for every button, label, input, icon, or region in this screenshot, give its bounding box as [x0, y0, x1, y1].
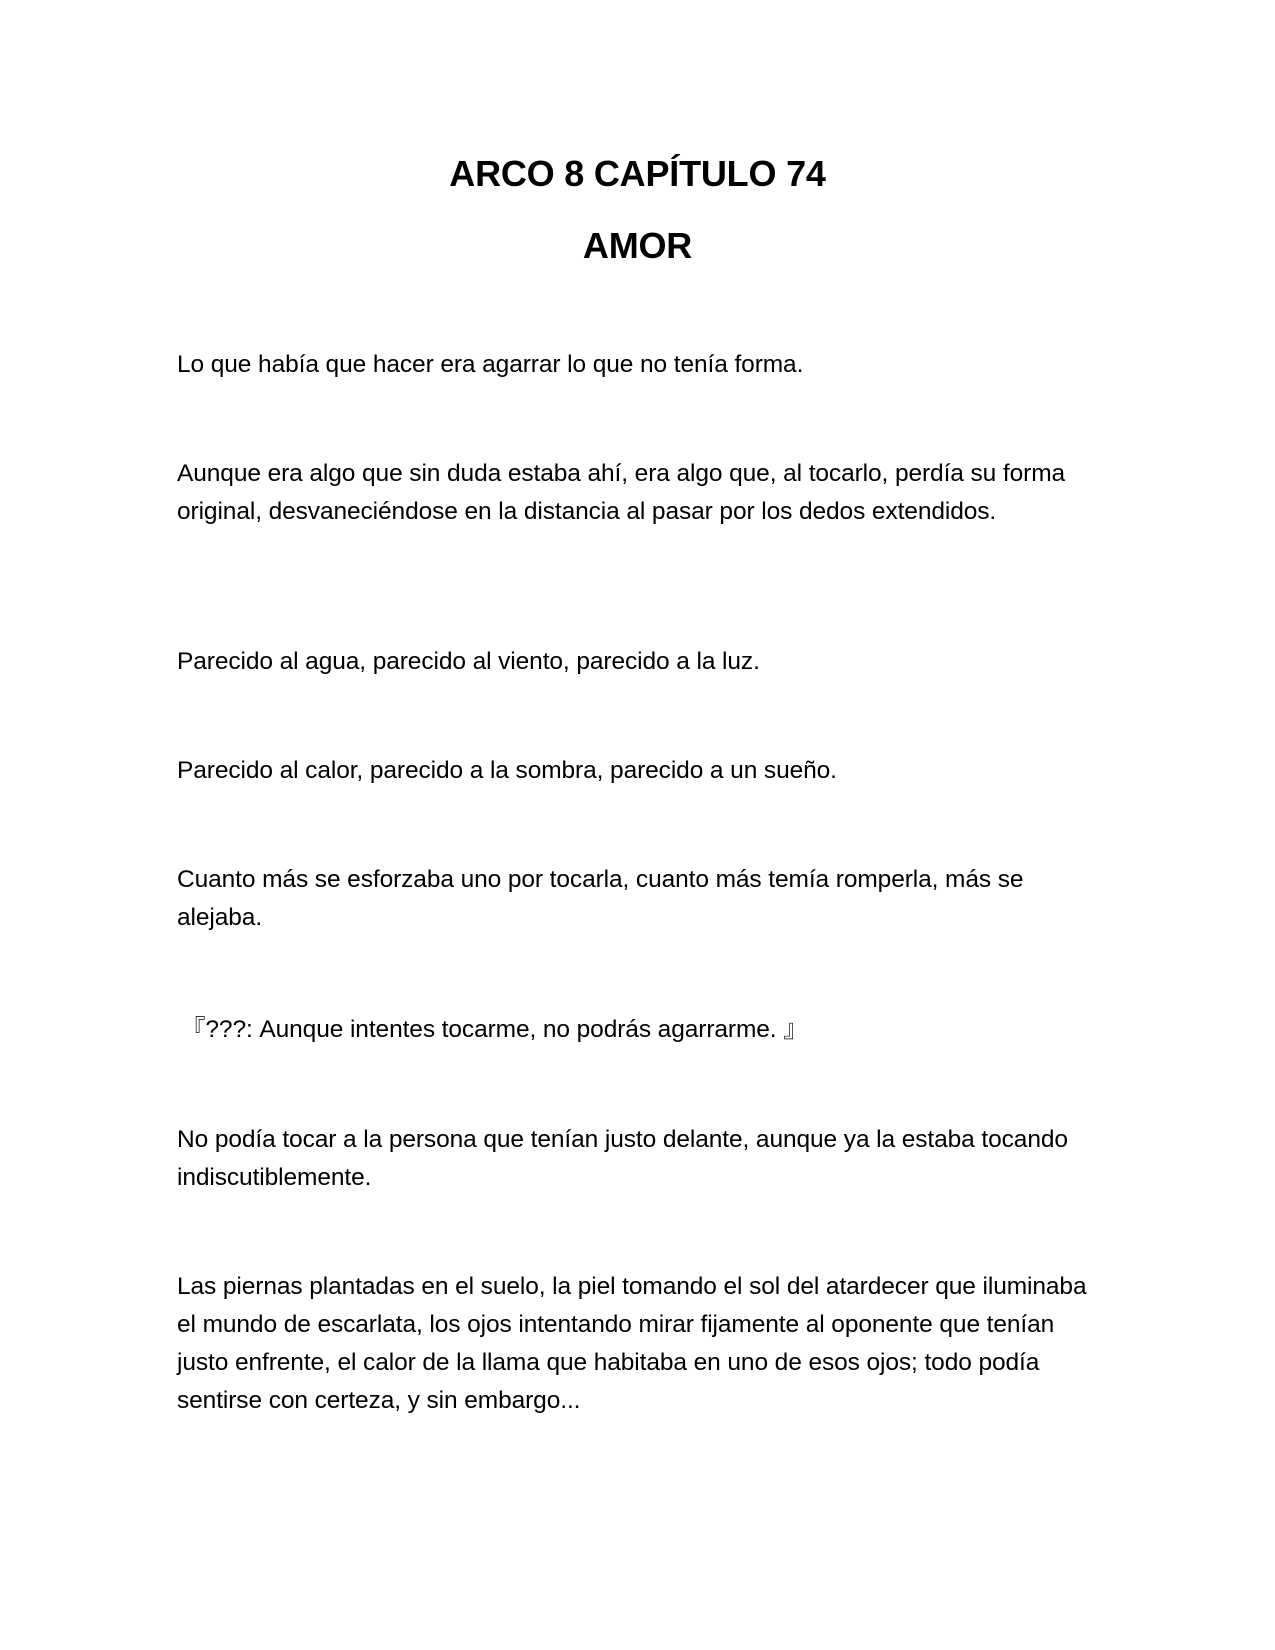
chapter-title: ARCO 8 CAPÍTULO 74	[449, 153, 826, 194]
dialogue-line: 『???: Aunque intentes tocarme, no podrás agarrarme. 』	[181, 1016, 808, 1043]
chapter-subtitle: AMOR	[582, 225, 693, 266]
paragraph: Lo que había que hacer era agarrar lo que no tenía forma.	[177, 351, 804, 378]
paragraph: Parecido al calor, parecido a la sombra, parecido a un sueño.	[177, 757, 837, 784]
paragraph: Las piernas plantadas en el suelo, la piel tomando el sol del atardecer que iluminaba el mundo de escarlata, los ojos intentando mirar fijamente al oponente que tenían justo enfrente, el calor de la llama que habitaba en uno de esos ojos; todo podía sentirse con certeza, y sin embargo...	[177, 1273, 1087, 1414]
paragraph: Aunque era algo que sin duda estaba ahí, era algo que, al tocarlo, perdía su forma original, desvaneciéndose en la distancia al pasar por los dedos extendidos.	[177, 460, 1066, 525]
paragraph: Cuanto más se esforzaba uno por tocarla, cuanto más temía romperla, más se alejaba.	[177, 866, 1024, 931]
paragraph: Parecido al agua, parecido al viento, parecido a la luz.	[177, 648, 760, 675]
paragraph: No podía tocar a la persona que tenían justo delante, aunque ya la estaba tocando indiscutiblemente.	[177, 1126, 1068, 1191]
